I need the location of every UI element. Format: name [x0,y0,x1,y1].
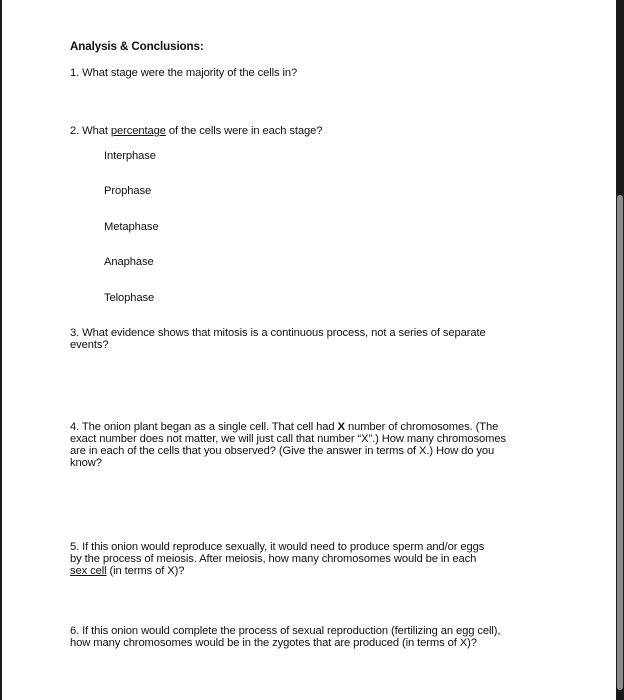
question-5-line-3-post: (in terms of X)? [106,565,185,577]
stage-interphase: Interphase [104,150,156,162]
question-6-line-2: how many chromosomes would be in the zygotes that are produced (in terms of X)? [70,637,477,649]
stage-prophase: Prophase [104,185,152,197]
stage-metaphase: Metaphase [104,221,159,233]
question-4-line-3: are in each of the cells that you observed? (Give the answer in terms of X.) How do you [70,445,495,457]
question-2-pre: 2. What [70,125,111,137]
question-4-line-4: know? [70,457,102,469]
question-2-post: of the cells were in each stage? [165,125,323,137]
question-3-line-2: events? [70,339,109,351]
question-5-line-2: by the process of meiosis. After meiosis, how many chromosomes would be in each [70,553,477,565]
question-6-line-1: 6. If this onion would complete the process of sexual reproduction (fertilizing an egg cell), [70,625,501,637]
scrollbar-thumb[interactable] [617,195,623,690]
scrollbar-track[interactable] [616,0,624,700]
question-4-bold-x: X [337,421,345,433]
question-2-underlined: percentage [110,125,166,137]
question-5-underlined: sex cell [70,565,107,577]
question-5-line-1: 5. If this onion would reproduce sexually, it would need to produce sperm and/or eggs [70,541,485,553]
section-heading: Analysis & Conclusions: [70,40,204,53]
question-4-line-1 [70,421,498,433]
stage-anaphase: Anaphase [104,256,154,268]
question-4-line-1-pre: 4. The onion plant began as a single cell. That cell had [70,421,338,433]
question-3-line-1: 3. What evidence shows that mitosis is a continuous process, not a series of separate [70,327,486,339]
question-2 [70,125,322,137]
question-4-line-1-post: number of chromosomes. (The [344,421,499,433]
question-1: 1. What stage were the majority of the cells in? [70,67,298,79]
question-5-line-3 [70,565,184,577]
question-4-line-2: exact number does not matter, we will just call that number “X”.) How many chromosomes [70,433,506,445]
stage-telophase: Telophase [104,292,155,304]
